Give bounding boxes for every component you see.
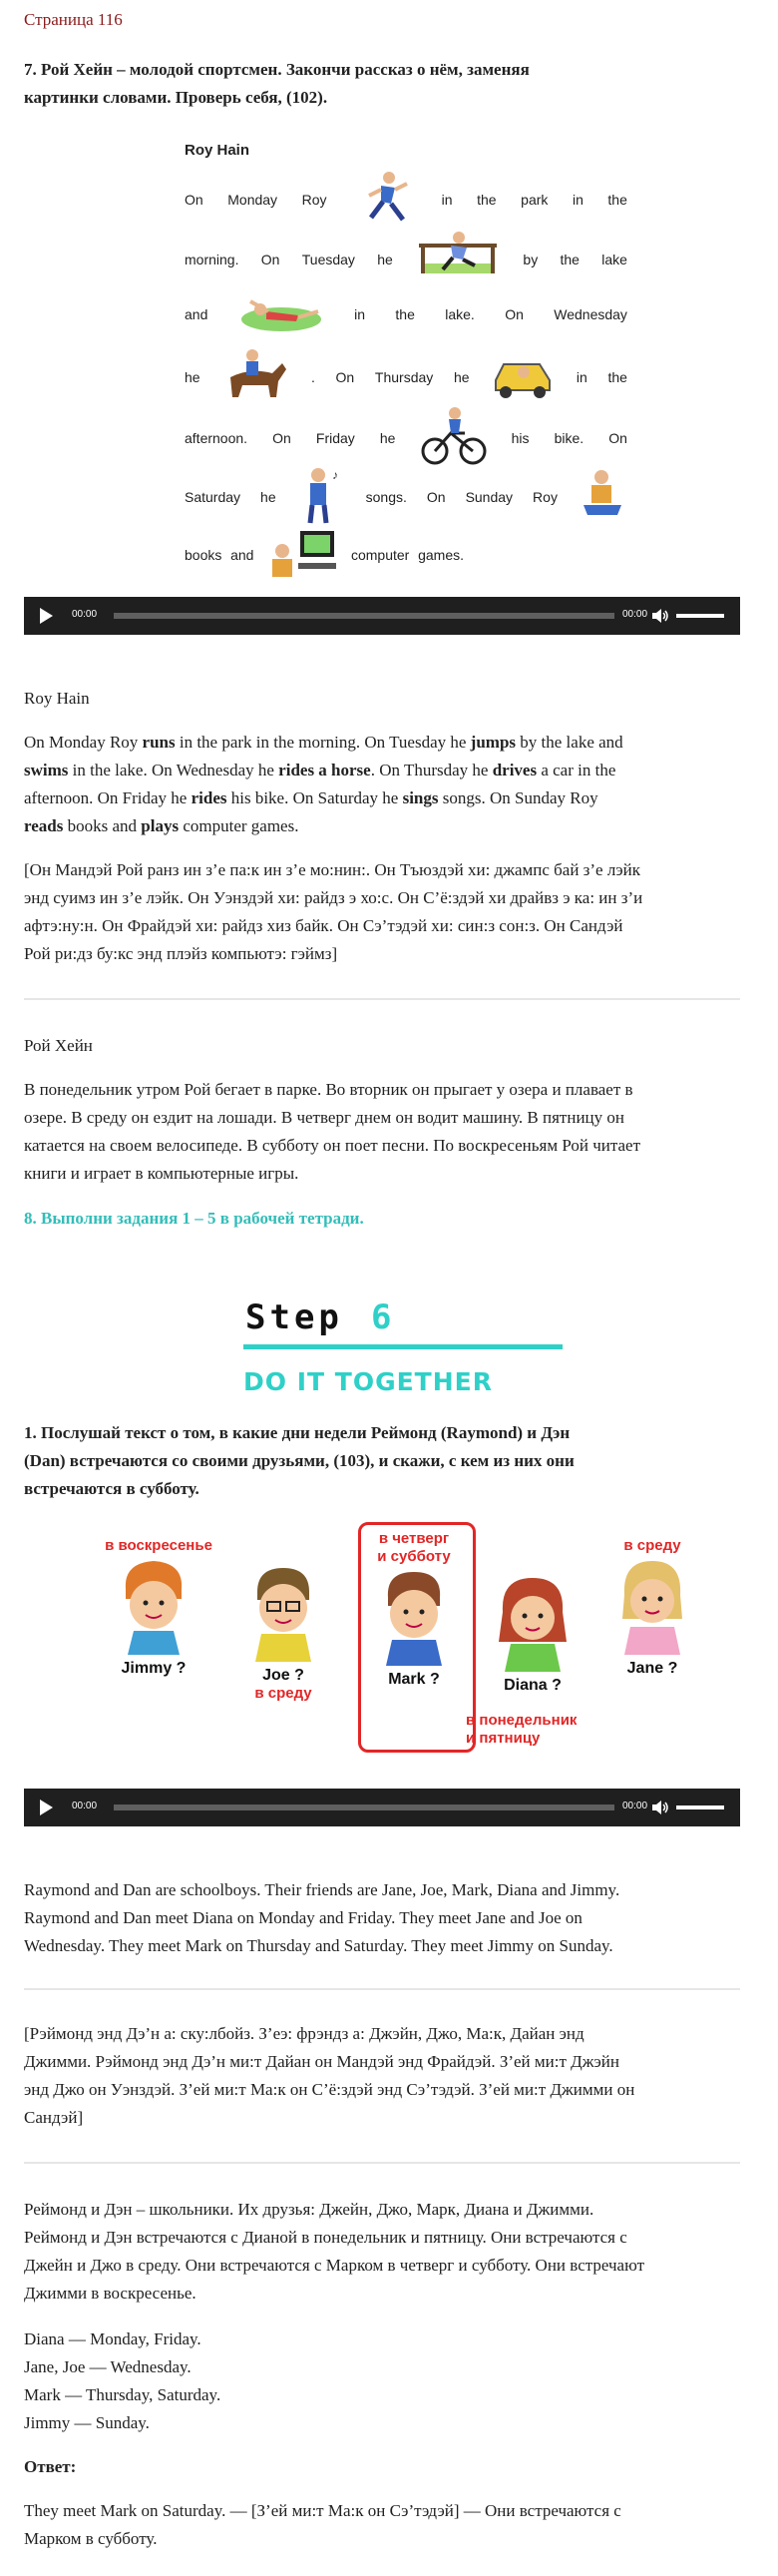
play-icon[interactable] [40, 1800, 53, 1815]
book-word: On [272, 429, 291, 446]
book-word: his [511, 429, 530, 446]
book-word: lake. [445, 305, 475, 322]
answer-line: They meet Mark on Saturday. — [З’ей ми:т Ма:к он Сэ’тэдэй] — Они встречаются с [24, 2501, 621, 2520]
ru-title: Рой Хейн [24, 1036, 93, 1055]
book-line [185, 405, 627, 470]
transcription-line: Сандэй] [24, 2108, 84, 2127]
book-word: On [505, 305, 524, 322]
book-line [185, 465, 627, 528]
book-word: the [477, 191, 497, 208]
cyclist-icon [421, 405, 487, 470]
audio-progress-track[interactable] [114, 1804, 614, 1810]
diana-day-label-2: и пятницу [466, 1730, 541, 1747]
book-word: he [185, 368, 200, 385]
step-subtitle: DO IT TOGETHER [243, 1367, 493, 1396]
book-word: computer [350, 546, 410, 563]
step-underline [243, 1344, 563, 1349]
book-word: in [441, 191, 453, 208]
days-list-item: Diana — Monday, Friday. [24, 2329, 201, 2348]
book-line [185, 230, 627, 288]
book-word: he [453, 368, 470, 385]
ru-line: катается на своем велосипеде. В субботу он поет песни. По воскресеньям Рой читает [24, 1136, 641, 1155]
jimmy-face-icon [114, 1555, 194, 1655]
jimmy-name: Jimmy ? [121, 1660, 187, 1677]
book-title: Roy Hain [185, 142, 250, 159]
divider [24, 2162, 740, 2164]
book-word: Friday [315, 429, 355, 446]
diana-day-label [466, 1712, 605, 1748]
answer-en-line: swims in the lake. On Wednesday he rides a horse. On Thursday he drives a car in the [24, 761, 616, 779]
kid-jane [597, 1537, 707, 1678]
book-word: bike. [554, 429, 584, 446]
book-word: lake [601, 251, 627, 267]
mark-name: Mark ? [388, 1671, 440, 1688]
joe-name: Joe ? [262, 1667, 304, 1684]
mark-day-label-2: и субботу [377, 1548, 451, 1565]
transcription-line: энд Джо он Уэнздэй. З’ей ми:т Ма:к он С’ё:здэй энд Сэ’тэдэй. З’ей ми:т Джимми он [24, 2080, 635, 2099]
svg-text:♪: ♪ [331, 468, 338, 482]
en-line: Wednesday. They meet Mark on Thursday and Saturday. They meet Jimmy on Sunday. [24, 1936, 613, 1955]
answer-en-line: On Monday Roy runs in the park in the morning. On Tuesday he jumps by the lake and [24, 733, 623, 752]
page-link[interactable]: Страница 116 [24, 10, 123, 29]
task1-title-line: (Dan) встречаются со своими друзьями, (103), и скажи, с кем из них они [24, 1451, 575, 1470]
audio-progress-track[interactable] [114, 613, 614, 619]
reading-boy-icon [578, 467, 627, 526]
transcription-line: [Он Мандэй Рой ранз ин з’е па:к ин з’е мо:нин:. Он Тъюздэй хи: джампс бай з’е лэйк [24, 860, 640, 879]
answer-text [24, 2497, 740, 2553]
volume-slider[interactable] [676, 614, 724, 618]
task1-title-line: 1. Послушай текст о том, в какие дни недели Реймонд (Raymond) и Дэн [24, 1423, 571, 1442]
singing-boy-icon [296, 465, 346, 528]
duration-time: 00:00 [622, 609, 648, 620]
task1-transcription [24, 2020, 740, 2132]
computer-boy-icon [262, 525, 342, 584]
book-word: park [521, 191, 549, 208]
jane-face-icon [612, 1555, 692, 1655]
days-list-item: Jimmy — Sunday. [24, 2413, 150, 2432]
ru-line: Реймонд и Дэн – школьники. Их друзья: Джейн, Джо, Марк, Диана и Джимми. [24, 2200, 594, 2219]
book-word: Roy [301, 191, 327, 208]
ru-line: озере. В среду он ездит на лошади. В четверг днем он водит машину. В пятницу он [24, 1108, 625, 1127]
step-word: Step [245, 1297, 343, 1337]
mark-face-icon [374, 1566, 454, 1666]
play-icon[interactable] [40, 608, 53, 624]
joe-day-label: в среду [254, 1685, 312, 1702]
answer-line: Марком в субботу. [24, 2529, 158, 2548]
step-number: 6 [371, 1297, 392, 1337]
task1-en-text [24, 1876, 740, 1960]
step-banner [223, 1297, 602, 1407]
ru-line: В понедельник утром Рой бегает в парке. Во вторник он прыгает у озера и плавает в [24, 1080, 633, 1099]
book-word: Roy [533, 488, 558, 505]
kid-mark [359, 1530, 469, 1689]
book-word: On [426, 488, 446, 505]
answer-title: Roy Hain [24, 689, 90, 708]
book-word: in [572, 191, 584, 208]
mark-day-label-1: в четверг [378, 1530, 450, 1547]
book-word: he [377, 251, 393, 267]
book-word: and [185, 305, 208, 322]
en-line: Raymond and Dan are schoolboys. Their friends are Jane, Joe, Mark, Diana and Jimmy. [24, 1880, 620, 1899]
book-word: and [230, 546, 254, 563]
kid-joe [228, 1562, 338, 1703]
divider [24, 1988, 740, 1990]
driving-boy-icon [490, 350, 556, 403]
task7-title-line: картинки словами. Проверь себя, (102). [24, 88, 328, 107]
days-list-item: Jane, Joe — Wednesday. [24, 2357, 192, 2376]
en-line: Raymond and Dan meet Diana on Monday and Friday. They meet Jane and Joe on [24, 1908, 583, 1927]
current-time: 00:00 [72, 609, 98, 620]
book-word: the [607, 191, 627, 208]
book-word: Saturday [185, 488, 241, 505]
audio-player [24, 1789, 740, 1826]
jumping-boy-icon [415, 230, 501, 288]
book-word: On [185, 191, 203, 208]
swimming-boy-icon [238, 289, 324, 338]
diana-face-icon [493, 1572, 573, 1672]
book-word: the [607, 368, 627, 385]
book-word: games. [418, 546, 464, 563]
divider [24, 998, 740, 1000]
jimmy-day-label: в воскресенье [105, 1537, 212, 1554]
transcription-line: Джимми. Рэймонд энд Дэ’н ми:т Дайан он Мандэй энд Фрайдэй. З’ей ми:т Джэйн [24, 2052, 619, 2071]
answer-en [24, 729, 740, 840]
kid-diana [478, 1572, 587, 1695]
transcription-line: афтэ:ну:н. Он Фрайдэй хи: райдз хиз байк. Он Сэ’тэдэй хи: син:з сон:з. Он Сандэй [24, 916, 623, 935]
audio-player [24, 597, 740, 635]
answer-label: Ответ: [24, 2457, 77, 2476]
task8-heading: 8. Выполни задания 1 – 5 в рабочей тетради. [24, 1209, 364, 1228]
book-line [185, 525, 464, 584]
book-word: On [608, 429, 627, 446]
diana-name: Diana ? [504, 1677, 562, 1694]
book-word: in [576, 368, 587, 385]
days-list [24, 2325, 740, 2437]
book-word: afternoon. [185, 429, 248, 446]
task1-title-line: встречаются в субботу. [24, 1479, 199, 1498]
book-word: . [310, 368, 315, 385]
book-word: he [379, 429, 396, 446]
book-word: the [395, 305, 415, 322]
transcription [24, 856, 740, 968]
ru-line: Реймонд и Дэн встречаются с Дианой в понедельник и пятницу. Они встречаются с [24, 2228, 627, 2247]
friends-image [79, 1522, 697, 1752]
running-boy-icon [351, 170, 417, 229]
book-word: in [354, 305, 366, 322]
book-line [185, 170, 627, 229]
transcription-line: энд суимз ин з’е лэйк. Он Уэнздэй хи: райдз э хо:с. Он С’ё:здэй хи драйвз э ка: ин з’и [24, 888, 643, 907]
current-time: 00:00 [72, 1801, 98, 1811]
volume-icon[interactable] [651, 608, 669, 628]
book-word: Thursday [374, 368, 434, 385]
book-word: books [185, 546, 222, 563]
book-word: morning. [185, 251, 239, 267]
horse-rider-icon [220, 347, 290, 406]
ru-translation [24, 1076, 740, 1188]
book-line [185, 289, 627, 338]
answer-en-line: reads books and plays computer games. [24, 816, 299, 835]
book-word: Monday [227, 191, 278, 208]
transcription-line: Рой ри:дз бу:кс энд плэйз компьютэ: гэймз] [24, 944, 338, 963]
book-word: Tuesday [301, 251, 355, 267]
task1-title [24, 1419, 575, 1503]
book-word: songs. [365, 488, 407, 505]
ru-line: Джимми в воскресенье. [24, 2284, 196, 2303]
textbook-image [149, 130, 627, 579]
task1-ru-text [24, 2196, 740, 2308]
book-word: Wednesday [554, 305, 627, 322]
ru-line: книги и играет в компьютерные игры. [24, 1164, 299, 1183]
book-word: the [560, 251, 580, 267]
diana-day-label-1: в понедельник [466, 1712, 578, 1729]
book-word: he [260, 488, 276, 505]
book-word: On [260, 251, 280, 267]
jane-day-label: в среду [623, 1537, 681, 1554]
task7-title-line: 7. Рой Хейн – молодой спортсмен. Закончи рассказ о нём, заменяя [24, 60, 530, 79]
ru-line: Джейн и Джо в среду. Они встречаются с Марком в четверг и субботу. Они встречают [24, 2256, 645, 2275]
volume-slider[interactable] [676, 1805, 724, 1809]
jane-name: Jane ? [626, 1660, 678, 1677]
days-list-item: Mark — Thursday, Saturday. [24, 2385, 221, 2404]
task7-title [24, 56, 530, 112]
book-word: by [523, 251, 539, 267]
book-word: On [335, 368, 355, 385]
duration-time: 00:00 [622, 1801, 648, 1811]
book-word: Sunday [465, 488, 514, 505]
volume-icon[interactable] [651, 1800, 669, 1819]
kid-jimmy [99, 1537, 212, 1678]
joe-face-icon [243, 1562, 323, 1662]
answer-en-line: afternoon. On Friday he rides his bike. On Saturday he sings songs. On Sunday Roy [24, 788, 598, 807]
book-line [185, 347, 627, 406]
transcription-line: [Рэймонд энд Дэ’н а: ску:лбойз. З’еэ: фрэндз а: Джэйн, Джо, Ма:к, Дайан энд [24, 2024, 584, 2043]
